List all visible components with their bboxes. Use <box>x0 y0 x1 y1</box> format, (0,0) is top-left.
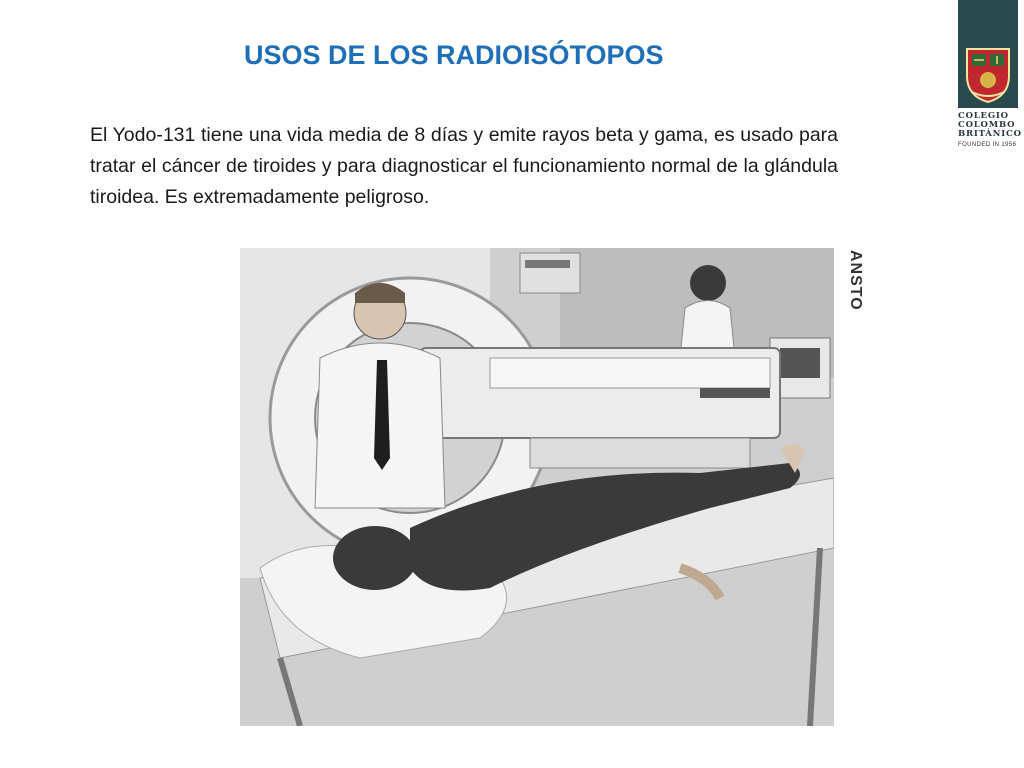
slide-title: USOS DE LOS RADIOISÓTOPOS <box>244 40 664 70</box>
body-paragraph: El Yodo-131 tiene una vida media de 8 días y emite rayos beta y gama, es usado para tratar el cáncer de tiroides y para diagnosticar el funcionamiento normal de la glándula tiroidea. Es extremadamente peligroso. <box>90 124 838 208</box>
school-logo <box>950 0 1024 160</box>
logo-top-bar <box>958 0 1018 40</box>
photo-credit: ANSTO <box>847 250 864 311</box>
logo-founded: FOUNDED IN 1956 <box>958 142 1017 148</box>
logo-line-2: COLOMBO <box>958 120 1016 130</box>
scanner-photo <box>240 248 834 726</box>
shield-icon <box>964 46 1012 104</box>
medical-scanner-illustration <box>240 248 834 726</box>
logo-line-1: COLEGIO <box>958 111 1009 121</box>
logo-line-3: BRITÁNICO <box>958 129 1022 139</box>
